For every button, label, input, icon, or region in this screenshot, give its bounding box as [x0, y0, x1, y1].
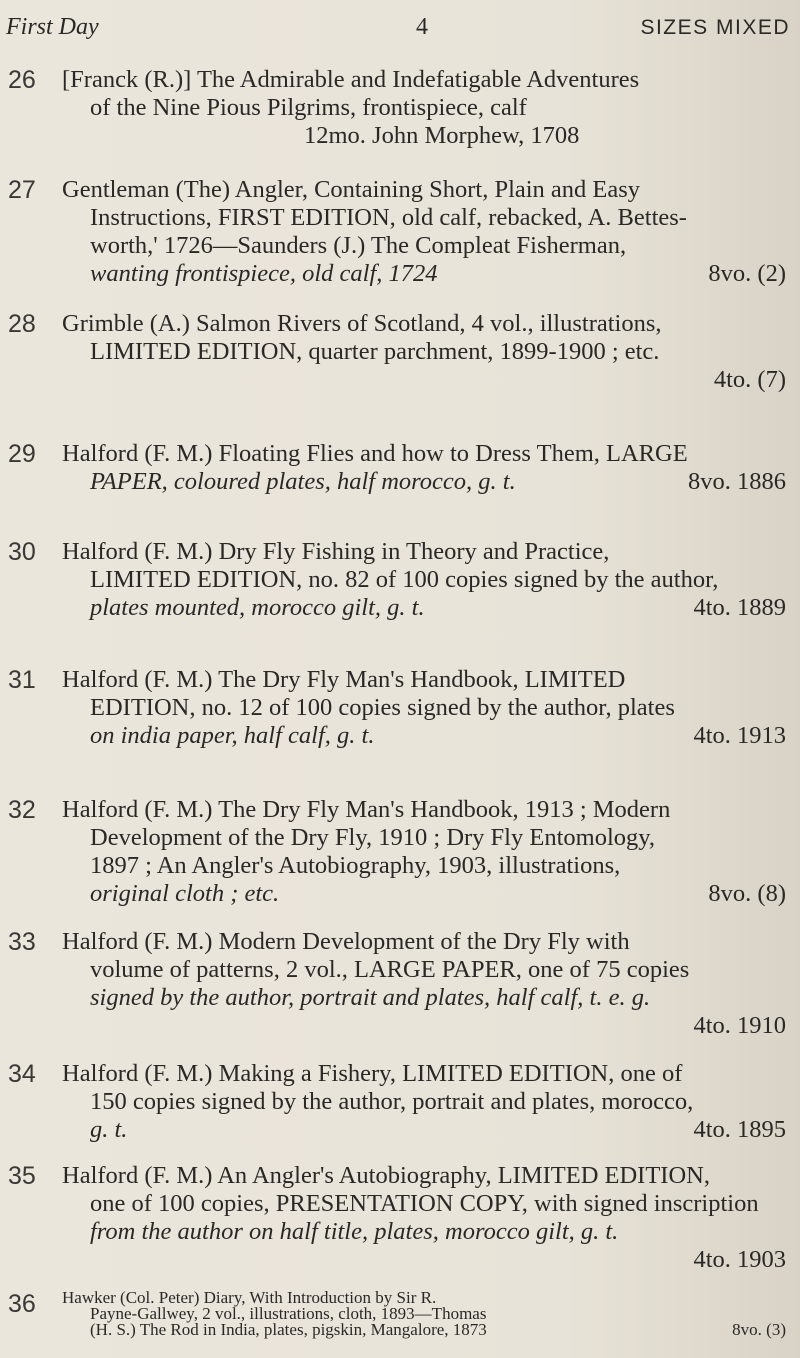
lot-description [62, 538, 786, 622]
lot-line: Halford (F. M.) Dry Fly Fishing in Theory and Practice, [62, 538, 610, 565]
lot-line: Halford (F. M.) An Angler's Autobiography, LIMITED EDITION, [62, 1162, 710, 1189]
lot-number: 36 [8, 1290, 36, 1318]
lot-line-text: (H. S.) The Rod in India, plates, pigskin, Mangalore, 1873 [90, 1320, 487, 1339]
lot-format: 8vo. 1886 [688, 468, 786, 495]
lot-line [62, 880, 786, 908]
lot-description [62, 796, 786, 908]
lot-description [62, 176, 786, 288]
lot-line: signed by the author, portrait and plates, half calf, t. e. g. [90, 984, 651, 1011]
lot-line: LIMITED EDITION, quarter parchment, 1899-1900 ; etc. [90, 338, 660, 365]
lot-number: 35 [8, 1162, 36, 1190]
lot-line: volume of patterns, 2 vol., LARGE PAPER, one of 75 copies [90, 956, 690, 983]
lot-line: one of 100 copies, PRESENTATION COPY, with signed inscription [90, 1190, 759, 1217]
lot-line: Instructions, FIRST EDITION, old calf, rebacked, A. Bettes- [90, 204, 687, 231]
lot-line: from the author on half title, plates, morocco gilt, g. t. [90, 1218, 619, 1245]
lot-line: EDITION, no. 12 of 100 copies signed by the author, plates [90, 694, 675, 721]
lot-format: 8vo. (3) [732, 1320, 786, 1339]
lot-number: 32 [8, 796, 36, 824]
lot-number: 33 [8, 928, 36, 956]
lot-description [62, 928, 786, 1040]
lot-number: 30 [8, 538, 36, 566]
page-number: 4 [416, 14, 428, 40]
lot-line-text: on india paper, half calf, g. t. [90, 722, 375, 749]
lot-format: 4to. 1889 [693, 594, 786, 621]
lot-description [62, 1290, 786, 1338]
lot-line: of the Nine Pious Pilgrims, frontispiece, calf [90, 94, 527, 121]
lot-line: Halford (F. M.) The Dry Fly Man's Handbook, 1913 ; Modern [62, 796, 671, 823]
lot-format: 4to. (7) [713, 366, 786, 393]
lot-line [62, 722, 786, 750]
lot-line: Hawker (Col. Peter) Diary, With Introduction by Sir R. [62, 1288, 437, 1307]
lot-description [62, 1162, 786, 1274]
lot-format: 8vo. (8) [708, 880, 786, 907]
lot-line: Development of the Dry Fly, 1910 ; Dry Fly Entomology, [90, 824, 656, 851]
lot-format: 4to. 1895 [693, 1116, 786, 1143]
lot-number: 31 [8, 666, 36, 694]
lot-description [62, 1060, 786, 1144]
lot-format: 4to. 1913 [693, 722, 786, 749]
lot-line: Halford (F. M.) Floating Flies and how to Dress Them, LARGE [62, 440, 688, 467]
lot-number: 28 [8, 310, 36, 338]
lot-line: worth,' 1726—Saunders (J.) The Compleat Fisherman, [90, 232, 627, 259]
lot-description [62, 440, 786, 496]
lot-format: 4to. 1910 [693, 1012, 786, 1039]
lot-description [62, 666, 786, 750]
lot-line-text: PAPER, coloured plates, half morocco, g. t. [90, 468, 516, 495]
lot-line: 12mo. John Morphew, 1708 [304, 122, 580, 149]
lot-line-text: wanting frontispiece, old calf, 1724 [90, 260, 438, 287]
lot-line: 150 copies signed by the author, portrait and plates, morocco, [90, 1088, 694, 1115]
lot-line [62, 1322, 786, 1338]
lot-line: Halford (F. M.) Making a Fishery, LIMITED EDITION, one of [62, 1060, 683, 1087]
page-header [6, 14, 790, 44]
lot-line: [Franck (R.)] The Admirable and Indefatigable Adventures [62, 66, 640, 93]
lot-line: Halford (F. M.) Modern Development of the Dry Fly with [62, 928, 630, 955]
lot-number: 26 [8, 66, 36, 94]
lot-line [62, 260, 786, 288]
lot-line-text: plates mounted, morocco gilt, g. t. [90, 594, 425, 621]
lot-line: LIMITED EDITION, no. 82 of 100 copies signed by the author, [90, 566, 719, 593]
lot-line [62, 1116, 786, 1144]
lot-format: 4to. 1903 [693, 1246, 786, 1273]
lot-line: Payne-Gallwey, 2 vol., illustrations, cloth, 1893—Thomas [90, 1304, 487, 1323]
lot-format: 8vo. (2) [708, 260, 786, 287]
lot-line-text: g. t. [90, 1116, 128, 1143]
lot-line-text: original cloth ; etc. [90, 880, 280, 907]
lot-line: Gentleman (The) Angler, Containing Short, Plain and Easy [62, 176, 641, 203]
lot-line: Halford (F. M.) The Dry Fly Man's Handbook, LIMITED [62, 666, 626, 693]
header-day: First Day [6, 14, 99, 40]
lot-description [62, 310, 786, 394]
lot-description [62, 66, 786, 150]
lot-number: 29 [8, 440, 36, 468]
lot-line: 1897 ; An Angler's Autobiography, 1903, illustrations, [90, 852, 621, 879]
lot-number: 27 [8, 176, 36, 204]
lot-line [62, 468, 786, 496]
lot-number: 34 [8, 1060, 36, 1088]
lot-line [62, 594, 786, 622]
lot-line: Grimble (A.) Salmon Rivers of Scotland, 4 vol., illustrations, [62, 310, 662, 337]
header-section: SIZES MIXED [640, 16, 790, 39]
